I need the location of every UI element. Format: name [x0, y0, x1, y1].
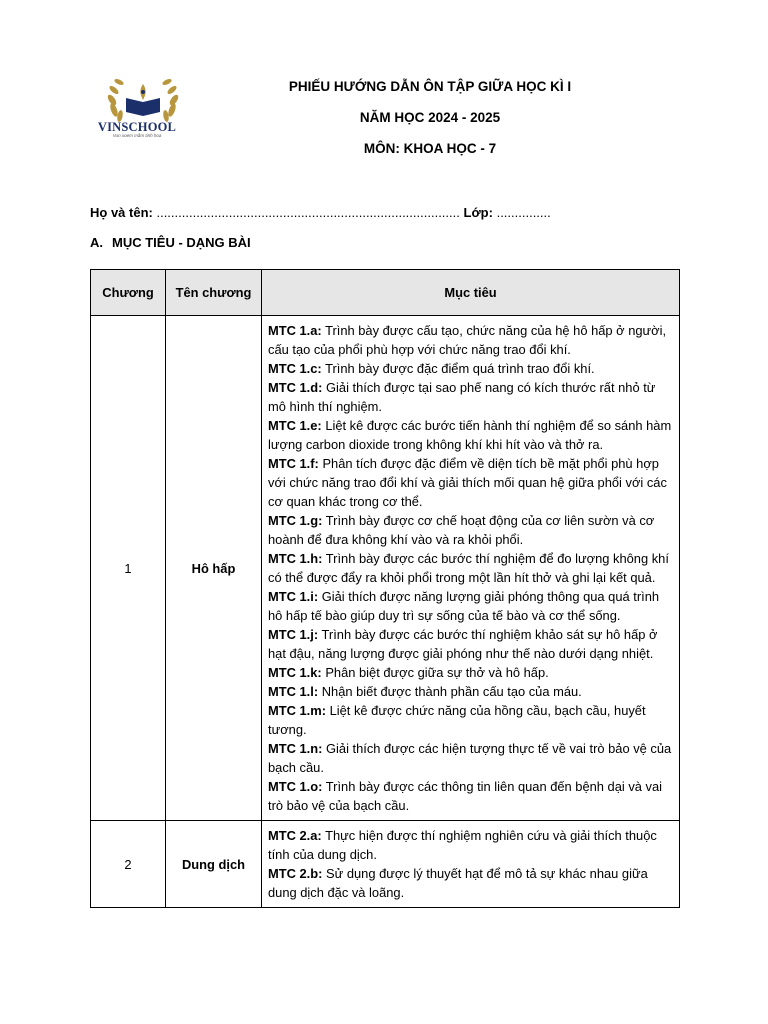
objective-code: MTC 1.i: [268, 589, 319, 604]
objective-code: MTC 1.o: [268, 779, 323, 794]
objective-code: MTC 2.b: [268, 866, 323, 881]
table-header-row [91, 270, 680, 316]
objective-text: Phân biệt được giữa sự thở và hô hấp. [325, 665, 549, 680]
name-label: Họ và tên: [90, 205, 153, 220]
objective-item [268, 321, 673, 359]
objective-text: Trình bày được các thông tin liên quan đến bệnh dại và vai trò bảo vệ của bạch cầu. [268, 779, 663, 813]
objective-code: MTC 2.a: [268, 828, 322, 843]
objective-text: Trình bày được đặc điểm quá trình trao đổi khí. [325, 361, 595, 376]
school-year: NĂM HỌC 2024 - 2025 [359, 110, 501, 125]
objective-item [268, 378, 673, 416]
objective-item [268, 777, 673, 815]
objective-code: MTC 1.m: [268, 703, 327, 718]
objective-code: MTC 1.e: [268, 418, 322, 433]
objective-text: Liệt kê được các bước tiến hành thí nghiệm để so sánh hàm lượng carbon dioxide trong không khí khi hít vào và thở ra. [268, 418, 672, 452]
section-heading [90, 235, 251, 250]
objective-text: Giải thích được các hiện tượng thực tế về vai trò bảo vệ của bạch cầu. [268, 741, 672, 775]
objective-text: Trình bày được các bước thí nghiệm để đo lượng không khí có thể được đẩy ra khỏi phổi trong một lần hít thở và ghi lại kết quả. [268, 551, 669, 585]
objective-code: MTC 1.l: [268, 684, 319, 699]
objective-code: MTC 1.d: [268, 380, 323, 395]
objectives-table [90, 269, 680, 908]
header-chapter-name: Tên chương [166, 270, 262, 316]
objective-text: Thực hiện được thí nghiệm nghiên cứu và giải thích thuộc tính của dung dịch. [268, 828, 657, 862]
objective-item [268, 359, 673, 378]
objective-item [268, 701, 673, 739]
objective-item [268, 587, 673, 625]
table-row [91, 821, 680, 908]
objective-item [268, 864, 673, 902]
objective-item [268, 682, 673, 701]
objective-text: Trình bày được cơ chế hoạt động của cơ liên sườn và cơ hoành để đưa không khí vào và ra khỏi phổi. [268, 513, 655, 547]
objectives-cell [262, 316, 680, 821]
objective-code: MTC 1.k: [268, 665, 322, 680]
objective-code: MTC 1.n: [268, 741, 323, 756]
objective-item [268, 663, 673, 682]
objectives-cell [262, 821, 680, 908]
chapter-number: 1 [91, 316, 166, 821]
section-number: A. [90, 235, 103, 250]
chapter-number: 2 [91, 821, 166, 908]
objective-code: MTC 1.a: [268, 323, 322, 338]
header-chapter: Chương [91, 270, 166, 316]
class-label: Lớp: [463, 205, 493, 220]
logo-tagline: Vun xoem mầm tinh hoa [112, 133, 162, 138]
objective-code: MTC 1.h: [268, 551, 323, 566]
objective-item [268, 826, 673, 864]
logo-wordmark: VINSCHOOL [97, 120, 177, 134]
objective-item [268, 511, 673, 549]
header-objectives: Mục tiêu [262, 270, 680, 316]
chapter-name: Dung dịch [166, 821, 262, 908]
table-row [91, 316, 680, 821]
section-title: MỤC TIÊU - DẠNG BÀI [112, 235, 251, 250]
objective-item [268, 625, 673, 663]
objective-text: Phân tích được đặc điểm về diện tích bề mặt phổi phù hợp với chức năng trao đổi khí và giải thích mối quan hệ giữa phổi với các cơ quan khác trong cơ thể. [268, 456, 667, 509]
objective-item [268, 416, 673, 454]
class-blank: ............... [496, 205, 551, 220]
objective-item [268, 454, 673, 511]
objective-text: Giải thích được tại sao phế nang có kích thước rất nhỏ từ mô hình thí nghiệm. [268, 380, 656, 414]
objective-code: MTC 1.f: [268, 456, 319, 471]
objective-text: Liệt kê được chức năng của hồng cầu, bạch cầu, huyết tương. [268, 703, 646, 737]
objective-text: Sử dụng được lý thuyết hạt để mô tả sự khác nhau giữa dung dịch đặc và loãng. [268, 866, 648, 900]
student-info-line [90, 205, 551, 220]
objective-item [268, 549, 673, 587]
chapter-name: Hô hấp [166, 316, 262, 821]
objective-code: MTC 1.j: [268, 627, 319, 642]
subject-line: MÔN: KHOA HỌC - 7 [363, 141, 497, 156]
document-title: PHIẾU HƯỚNG DẪN ÔN TẬP GIỮA HỌC KÌ I [288, 79, 572, 94]
objective-text: Nhận biết được thành phần cấu tạo của máu. [321, 684, 582, 699]
objective-text: Trình bày được cấu tạo, chức năng của hệ hô hấp ở người, cấu tạo của phổi phù hợp với chức năng trao đổi khí. [268, 323, 667, 357]
objective-code: MTC 1.c: [268, 361, 322, 376]
objective-code: MTC 1.g: [268, 513, 323, 528]
name-blank: .................................................................................... [156, 205, 460, 220]
objective-text: Giải thích được năng lượng giải phóng thông qua quá trình hô hấp tế bào giúp duy trì sự sống của tế bào và cơ thể sống. [268, 589, 660, 623]
objective-item [268, 739, 673, 777]
objective-text: Trình bày được các bước thí nghiệm khảo sát sự hô hấp ở hạt đậu, năng lượng được giải phóng như thế nào dưới dạng nhiệt. [268, 627, 658, 661]
